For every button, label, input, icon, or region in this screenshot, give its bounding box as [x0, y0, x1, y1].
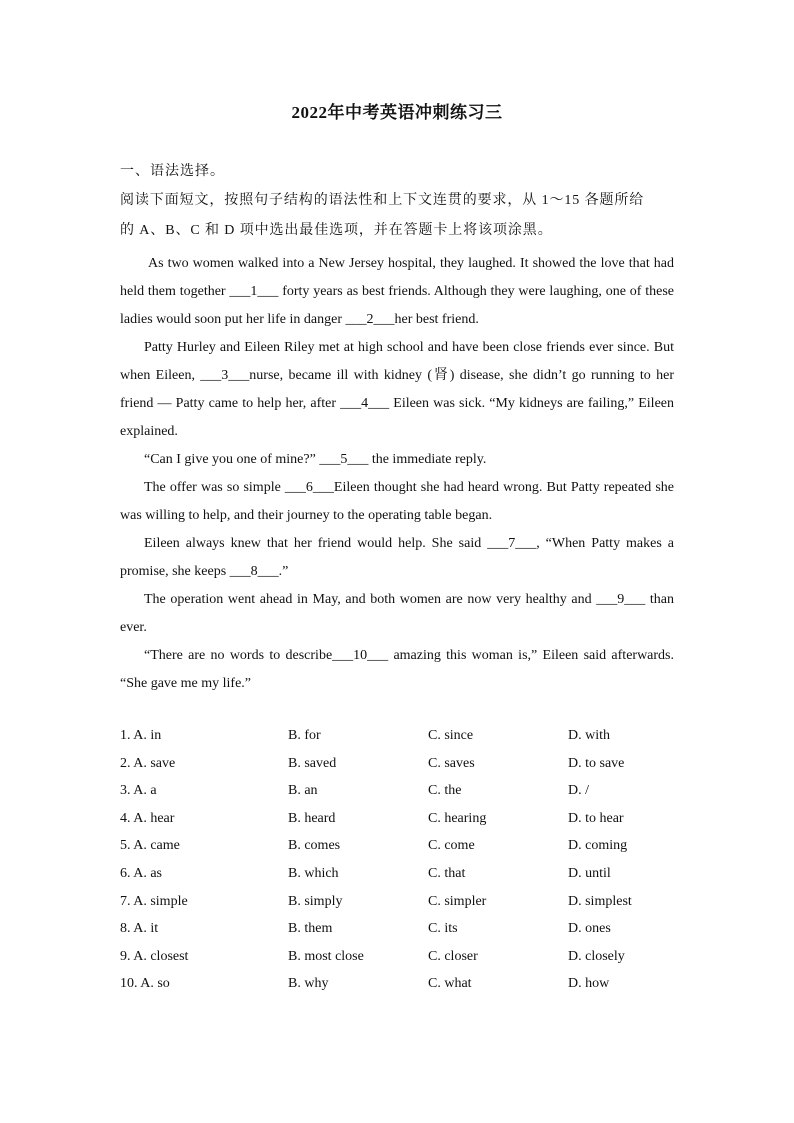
passage-paragraph: Patty Hurley and Eileen Riley met at high school and have been close friends ever since. But when Eileen, ___3___nurse, became ill with kidney (肾) disease, she didn’t go running to her friend — Patty came to help her, after ___4___ Eileen was sick. “My kidneys are failing,” Eileen explained. [120, 340, 674, 439]
passage-paragraph: As two women walked into a New Jersey hospital, they laughed. It showed the love that had held them together ___1___ forty years as best friends. Although they were laughing, one of these ladies would soon put her life in danger ___2___her best friend. [120, 256, 674, 327]
instructions-line-2: 的 A、B、C 和 D 项中选出最佳选项，并在答题卡上将该项涂黑。 [120, 223, 553, 238]
option-a: 6. A. as [120, 865, 162, 881]
option-c: C. what [428, 976, 472, 992]
option-b: B. them [288, 921, 333, 937]
option-d: D. / [568, 783, 589, 799]
option-d: D. coming [568, 838, 628, 854]
question-option-row [120, 915, 680, 943]
passage-paragraph: The operation went ahead in May, and both women are now very healthy and ___9___ than ever. [120, 592, 674, 635]
question-option-row [120, 832, 680, 860]
option-c: C. simpler [428, 893, 487, 909]
option-b: B. comes [288, 838, 341, 854]
option-b: B. simply [288, 893, 343, 909]
section-heading: 一、语法选择。 [120, 164, 225, 179]
question-option-row [120, 860, 680, 888]
option-b: B. for [288, 728, 321, 743]
option-a: 9. A. closest [120, 948, 189, 964]
option-c: C. hearing [428, 810, 487, 826]
option-d: D. ones [568, 921, 611, 937]
page-title: 2022年中考英语冲刺练习三 [291, 103, 503, 122]
option-a: 3. A. a [120, 783, 157, 799]
passage-paragraph: The offer was so simple ___6___Eileen thought she had heard wrong. But Patty repeated she was willing to help, and their journey to the operating table began. [120, 480, 674, 523]
instructions-line-1: 阅读下面短文，按照句子结构的语法性和上下文连贯的要求，从 1～15 各题所给 [120, 193, 645, 208]
passage-paragraph: “Can I give you one of mine?” ___5___ the immediate reply. [144, 452, 487, 467]
option-b: B. which [288, 865, 339, 881]
option-c: C. come [428, 838, 475, 854]
option-a: 2. A. save [120, 755, 176, 771]
option-a: 10. A. so [120, 976, 170, 992]
option-b: B. heard [288, 810, 336, 826]
question-option-row [120, 888, 680, 916]
question-option-row [120, 970, 680, 998]
option-c: C. its [428, 921, 458, 937]
option-d: D. to hear [568, 810, 624, 826]
option-c: C. the [428, 783, 462, 799]
option-c: C. that [428, 865, 466, 881]
option-a: 1. A. in [120, 728, 162, 743]
option-a: 5. A. came [120, 838, 180, 854]
option-d: D. how [568, 976, 610, 992]
option-b: B. why [288, 976, 329, 992]
option-c: C. saves [428, 755, 475, 771]
option-d: D. simplest [568, 893, 632, 909]
option-b: B. an [288, 783, 318, 799]
question-option-row [120, 722, 680, 750]
option-c: C. since [428, 728, 474, 743]
option-d: D. to save [568, 755, 625, 771]
question-option-row [120, 777, 680, 805]
option-a: 4. A. hear [120, 810, 175, 826]
passage-paragraph: Eileen always knew that her friend would help. She said ___7___, “When Patty makes a promise, she keeps ___8___.” [120, 536, 674, 579]
option-b: B. most close [288, 948, 364, 964]
option-d: D. until [568, 865, 611, 881]
option-c: C. closer [428, 948, 478, 964]
reading-passage [120, 250, 674, 698]
question-option-row [120, 750, 680, 778]
option-d: D. with [568, 728, 610, 743]
option-a: 7. A. simple [120, 893, 188, 909]
option-d: D. closely [568, 948, 625, 964]
answer-options [120, 722, 680, 998]
option-a: 8. A. it [120, 921, 159, 937]
passage-paragraph: “There are no words to describe___10___ amazing this woman is,” Eileen said afterwards. “She gave me my life.” [120, 648, 674, 691]
question-option-row [120, 805, 680, 833]
option-b: B. saved [288, 755, 337, 771]
question-option-row [120, 943, 680, 971]
